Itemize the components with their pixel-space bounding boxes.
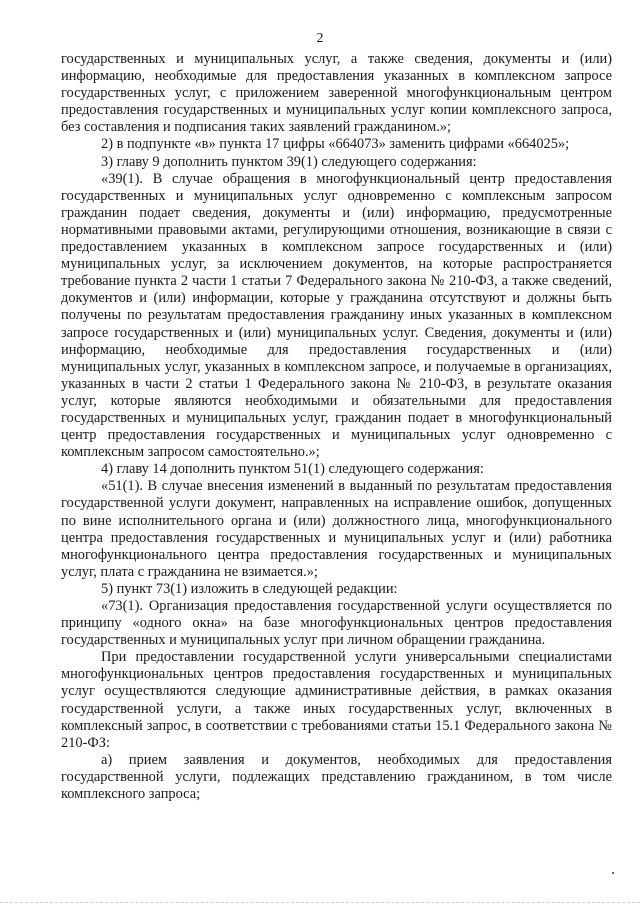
paragraph-continuation: государственных и муниципальных услуг, а также сведения, документы и (или) информацию, необходимые для предоставления указанных в комплексном запросе государственных услуг, с приложением заверенной многофункциональным центром предоставления государственных и муниципальных услуг копии комплексного запроса, без составления и подписания таких заявлений гражданином.»;	[61, 51, 612, 136]
scan-dot	[612, 872, 614, 874]
paragraph-subitem-a: а) прием заявления и документов, необходимых для предоставления государственной услуги, подлежащих представлению гражданином, в том числе комплексного запроса;	[61, 751, 612, 803]
paragraph-clause-39-1: «39(1). В случае обращения в многофункциональный центр предоставления государственных и муниципальных услуг одновременно с комплексным запросом гражданин подает сведения, документы и (или) информацию, предусмотренные нормативными правовыми актами, регулирующими отношения, возникающие в связи с предоставлением указанных в комплексном запросе государственных и (или) муниципальных услуг, за исключением документов, на которые распространяется требование пункта 2 части 1 статьи 7 Федерального закона № 210-ФЗ, а также сведений, документов и (или) информации, которые у гражданина отсутствуют и должны быть получены по результатам предоставления гражданину иных указанных в комплексном запросе государственных и (или) муниципальных услуг. Сведения, документы и (или) информацию, необходимые для предоставления государственных и (или) муниципальных услуг, указанных в комплексном запросе, и получаемые в организациях, указанных в части 2 статьи 1 Федерального закона № 210-ФЗ, в результате оказания услуг, которые являются необходимыми и обязательными для предоставления государственных и муниципальных услуг, гражданин подает в многофункциональный центр предоставления государственных и муниципальных услуг одновременно с комплексным запросом самостоятельно.»;	[61, 170, 612, 461]
paragraph-item-2: 2) в подпункте «в» пункта 17 цифры «664073» заменить цифрами «664025»;	[101, 136, 570, 153]
paragraph-item-4: 4) главу 14 дополнить пунктом 51(1) следующего содержания:	[101, 461, 484, 478]
paragraph-clause-73-1: «73(1). Организация предоставления государственной услуги осуществляется по принципу «одного окна» на базе многофункциональных центров предоставления государственных и муниципальных услуг при личном обращении гражданина.	[61, 598, 612, 649]
scan-edge-line	[0, 902, 640, 904]
paragraph-clause-51-1: «51(1). В случае внесения изменений в выданный по результатам предоставления государственной услуги документ, направленных на исправление ошибок, допущенных по вине исполнительного органа и (или) должностного лица, многофункционального центра предоставления государственных и муниципальных услуг и (или) работника многофункционального центра предоставления государственных и муниципальных услуг, плата с гражданина не взимается.»;	[61, 478, 612, 580]
paragraph-item-5: 5) пункт 73(1) изложить в следующей редакции:	[101, 580, 398, 597]
paragraph-item-3: 3) главу 9 дополнить пунктом 39(1) следующего содержания:	[101, 153, 477, 170]
paragraph-universal-specialists: При предоставлении государственной услуги универсальными специалистами многофункциональных центров предоставления государственных и муниципальных услуг осуществляются следующие административные действия, в рамках оказания государственной услуги, а также иных государственных услуг, включенных в комплексный запрос, в соответствии с требованиями статьи 15.1 Федерального закона № 210-ФЗ:	[61, 649, 612, 751]
document-body	[61, 51, 612, 803]
page-number: 2	[316, 31, 324, 46]
